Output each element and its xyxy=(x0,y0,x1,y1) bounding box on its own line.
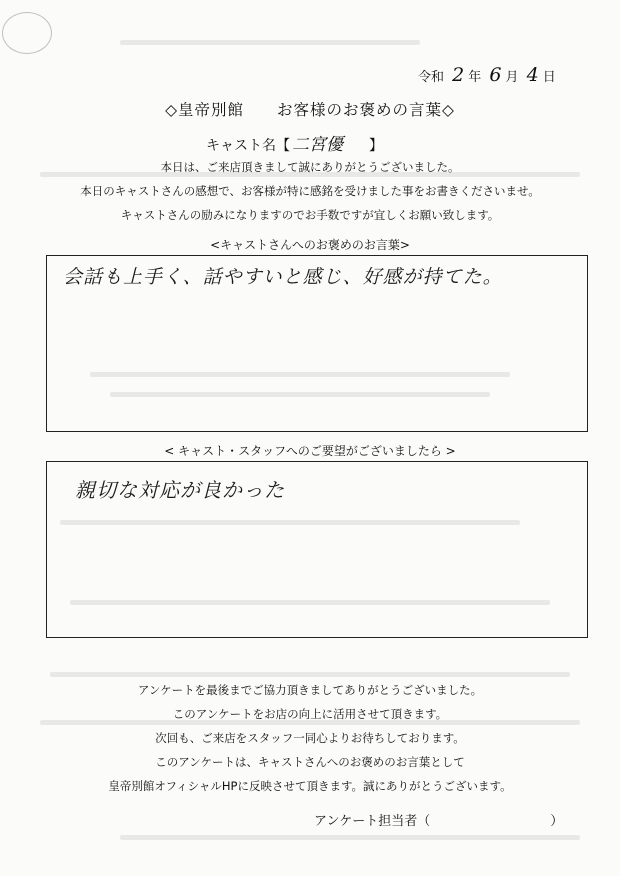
request-heading: < キャスト・スタッフへのご要望がございましたら > xyxy=(164,444,456,458)
date-day: 4 xyxy=(526,64,539,86)
survey-staff-line xyxy=(314,810,563,829)
intro-line: キャストさんの励みになりますのでお手数ですが宜しくお願い致します。 xyxy=(120,208,500,222)
cast-name-line xyxy=(206,130,383,155)
date-era: 令和 xyxy=(418,70,445,85)
praise-answer: 会話も上手く、話やすいと感じ、好感が持てた。 xyxy=(63,266,503,288)
praise-heading: <キャストさんへのお褒めのお言葉> xyxy=(210,238,410,252)
stamp-mark xyxy=(2,12,52,54)
closing-line: このアンケートをお店の向上に活用させて頂きます。 xyxy=(172,707,448,721)
closing-line: 次回も、ご来店をスタッフ一同心よりお待ちしております。 xyxy=(155,731,465,745)
intro-line: 本日のキャストさんの感想で、お客様が特に感銘を受けました事をお書きくださいませ。 xyxy=(80,184,540,198)
cast-name-value: 二宮優 xyxy=(292,135,343,155)
staff-label: アンケート担当者（ xyxy=(314,814,431,829)
closing-line: このアンケートは、キャストさんへのお褒めのお言葉として xyxy=(155,755,465,769)
cast-name-close: 】 xyxy=(369,138,383,154)
bleed-through xyxy=(50,672,570,677)
bleed-through xyxy=(120,835,580,840)
closing-line: アンケートを最後までご協力頂きましてありがとうございました。 xyxy=(137,683,483,697)
date-day-unit: 日 xyxy=(542,70,556,85)
date-month: 6 xyxy=(489,64,502,86)
page-title: ◇皇帝別館 お客様のお褒めの言葉◇ xyxy=(165,101,455,119)
intro-line: 本日は、ご来店頂きまして誠にありがとうございました。 xyxy=(160,160,460,174)
staff-close: ） xyxy=(550,814,564,829)
praise-box xyxy=(46,255,588,432)
date-year-unit: 年 xyxy=(468,70,482,85)
bleed-through xyxy=(120,40,420,45)
date-line xyxy=(418,64,556,86)
request-box xyxy=(46,461,588,638)
date-year: 2 xyxy=(452,64,465,86)
closing-line: 皇帝別館オフィシャルHPに反映させて頂きます。誠にありがとうございます。 xyxy=(108,779,512,793)
date-month-unit: 月 xyxy=(505,70,519,85)
cast-name-label: キャスト名【 xyxy=(206,138,290,154)
request-answer: 親切な対応が良かった xyxy=(75,478,285,502)
